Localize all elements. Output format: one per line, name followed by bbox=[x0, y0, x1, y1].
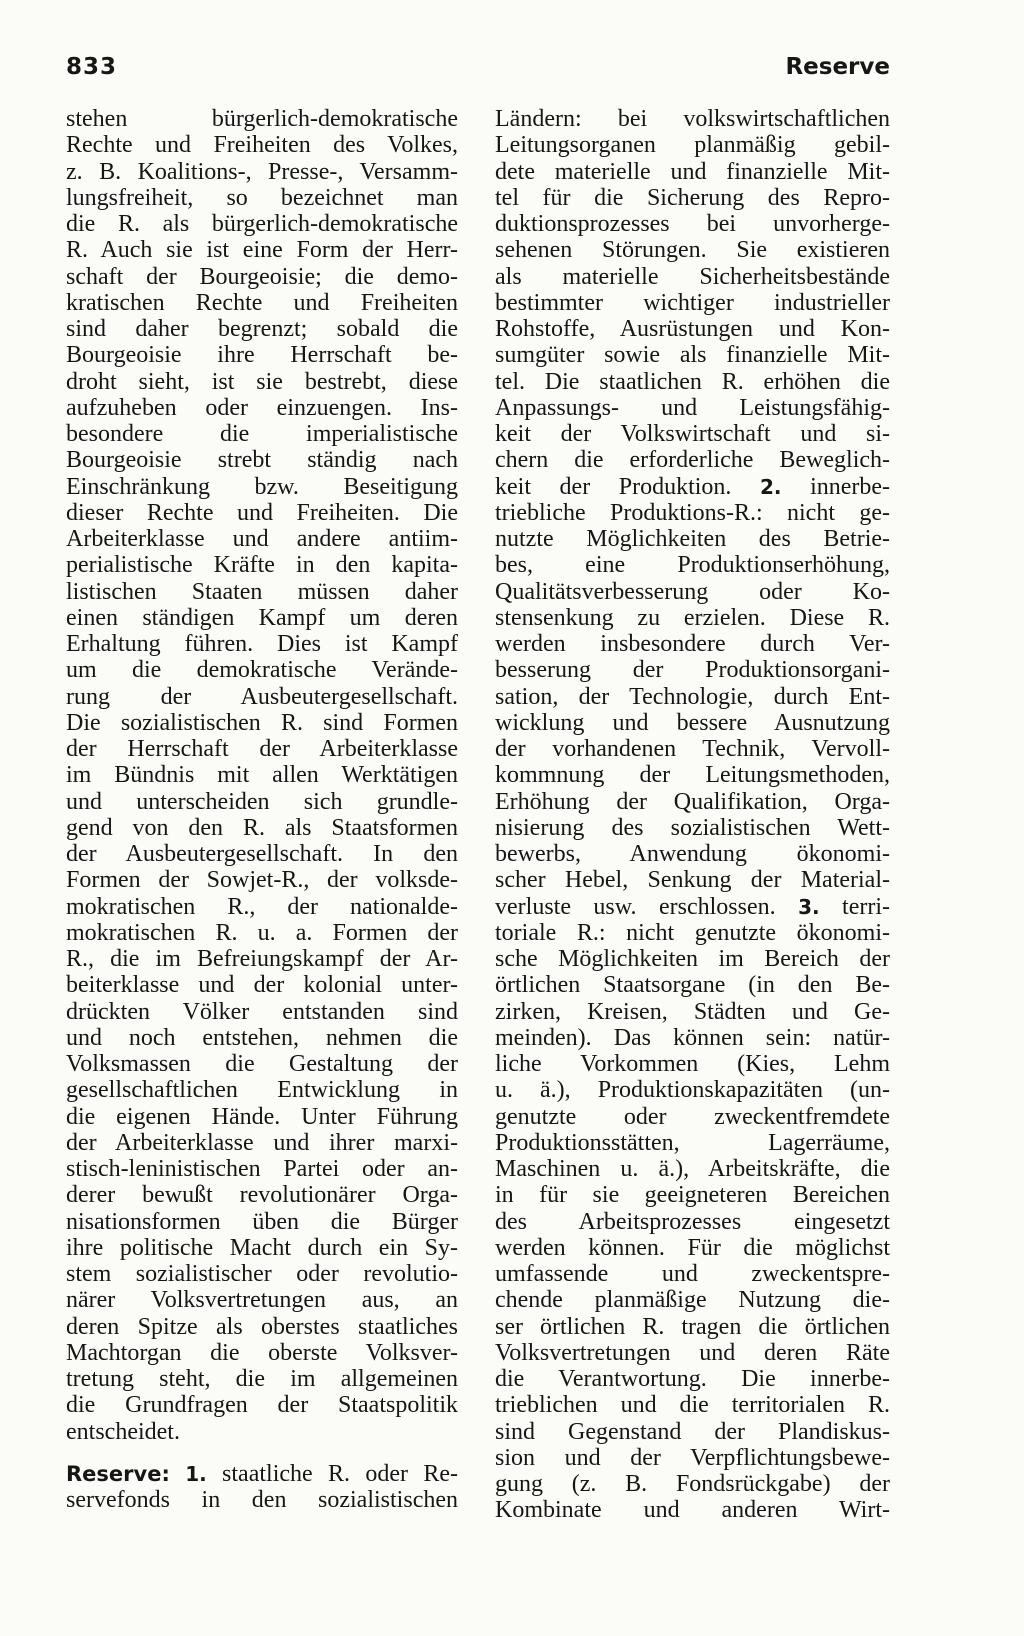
text-line: Die sozialistischen R. sind Formen bbox=[66, 709, 458, 736]
text-line: der Arbeiterklasse und ihrer marxi- bbox=[66, 1129, 458, 1156]
entry-first-line bbox=[66, 1461, 458, 1487]
text-line: R. Auch sie ist eine Form der Herr- bbox=[66, 237, 458, 264]
text-line: sumgüter sowie als finanzielle Mit- bbox=[495, 342, 890, 369]
text-line: ser örtlichen R. tragen die örtlichen bbox=[495, 1313, 890, 1340]
entry-point-number-2: 2. bbox=[759, 474, 782, 499]
text-line: nutzte Möglichkeiten des Betrie- bbox=[495, 526, 890, 552]
entry-headword: Reserve: bbox=[66, 1461, 170, 1486]
text-line: bewerbs, Anwendung ökonomi- bbox=[495, 841, 890, 867]
text-line: kratischen Rechte und Freiheiten bbox=[66, 289, 458, 316]
text-line: drückten Völker entstanden sind bbox=[66, 998, 458, 1025]
text-line: chende planmäßige Nutzung die- bbox=[495, 1287, 890, 1314]
text-line: Rohstoffe, Ausrüstungen und Kon- bbox=[495, 316, 890, 342]
text-line: keit der Volkswirtschaft und si- bbox=[495, 421, 890, 447]
entry-second-line: servefonds in den sozialistischen bbox=[66, 1487, 458, 1513]
text-line: Bourgeoisie ihre Herrschaft be- bbox=[66, 342, 458, 369]
text-line: bes, eine Produktionserhöhung, bbox=[495, 552, 890, 579]
text-line: stisch-leninistischen Partei oder an- bbox=[66, 1156, 458, 1182]
text-line: R., die im Befreiungskampf der Ar- bbox=[66, 946, 458, 972]
text-line: stensenkung zu erzielen. Diese R. bbox=[495, 604, 890, 631]
text-line: umfassende und zweckentspre- bbox=[495, 1261, 890, 1287]
text-line: u. ä.), Produktionskapazitäten (un- bbox=[495, 1077, 890, 1104]
text-line: genutzte oder zweckentfremdete bbox=[495, 1103, 890, 1130]
text-line: aufzuheben oder einzuengen. Ins- bbox=[66, 394, 458, 421]
text-line: stehen bürgerlich-demokratische bbox=[66, 106, 458, 132]
text-line: tel für die Sicherung des Repro- bbox=[495, 184, 890, 211]
text-line: werden insbesondere durch Ver- bbox=[495, 631, 890, 657]
text-line: tretung steht, die im allgemeinen bbox=[66, 1366, 458, 1392]
text-line: einen ständigen Kampf um deren bbox=[66, 604, 458, 631]
text-line: der vorhandenen Technik, Vervoll- bbox=[495, 736, 890, 762]
text-line: Kombinate und anderen Wirt- bbox=[495, 1497, 890, 1524]
text-line: die Verantwortung. Die innerbe- bbox=[495, 1366, 890, 1392]
text-line: Einschränkung bzw. Beseitigung bbox=[66, 473, 458, 500]
text-line: der Herrschaft der Arbeiterklasse bbox=[66, 736, 458, 762]
text-line: triebliche Produktions-R.: nicht ge- bbox=[495, 499, 890, 526]
text-line: Arbeiterklasse und andere antiim- bbox=[66, 526, 458, 552]
text-line: liche Vorkommen (Kies, Lehm bbox=[495, 1051, 890, 1077]
text-line: im Bündnis mit allen Werktätigen bbox=[66, 762, 458, 789]
left-column bbox=[66, 106, 458, 1513]
running-head: Reserve bbox=[785, 54, 890, 80]
text-line: nisationsformen üben die Bürger bbox=[66, 1208, 458, 1235]
text-line: sion und der Verpflichtungsbewe- bbox=[495, 1444, 890, 1471]
text-line: Rechte und Freiheiten des Volkes, bbox=[66, 132, 458, 159]
text-line: sehenen Störungen. Sie existieren bbox=[495, 237, 890, 264]
text-line: ihre politische Macht durch ein Sy- bbox=[66, 1234, 458, 1261]
text-line: des Arbeitsprozesses eingesetzt bbox=[495, 1208, 890, 1235]
text-line: tel. Die staatlichen R. erhöhen die bbox=[495, 368, 890, 395]
text-line: listischen Staaten müssen daher bbox=[66, 578, 458, 605]
text-line: sation, der Technologie, durch Ent- bbox=[495, 683, 890, 710]
text-line: mokratischen R., der nationalde- bbox=[66, 893, 458, 920]
text-line: dieser Rechte und Freiheiten. Die bbox=[66, 499, 458, 526]
entry-first-line-text: staatliche R. oder Re- bbox=[222, 1460, 458, 1487]
text-line: scher Hebel, Senkung der Material- bbox=[495, 867, 890, 894]
text-line: mokratischen R. u. a. Formen der bbox=[66, 919, 458, 946]
text-line: duktionsprozesses bei unvorherge- bbox=[495, 211, 890, 237]
point-2-lead-text: keit der Produktion. bbox=[495, 473, 732, 500]
text-line: schaft der Bourgeoisie; die demo- bbox=[66, 263, 458, 290]
text-line: Erhaltung führen. Dies ist Kampf bbox=[66, 631, 458, 657]
text-line: beiterklasse und der kolonial unter- bbox=[66, 972, 458, 999]
text-line: Anpassungs- und Leistungsfähig- bbox=[495, 394, 890, 421]
text-line: und unterscheiden sich grundle- bbox=[66, 788, 458, 815]
text-line: die R. als bürgerlich-demokratische bbox=[66, 211, 458, 237]
right-column bbox=[495, 106, 890, 1524]
point-2-line bbox=[495, 474, 890, 500]
right-column-part-3 bbox=[495, 920, 890, 1524]
text-line: der Ausbeutergesellschaft. In den bbox=[66, 841, 458, 867]
text-line: nisierung des sozialistischen Wett- bbox=[495, 814, 890, 841]
text-line: Bourgeoisie strebt ständig nach bbox=[66, 447, 458, 474]
point-3-rest-text: terri- bbox=[842, 893, 891, 920]
text-line: in für sie geeigneteren Bereichen bbox=[495, 1182, 890, 1209]
text-line: werden können. Für die möglichst bbox=[495, 1234, 890, 1261]
text-line: rung der Ausbeutergesellschaft. bbox=[66, 683, 458, 710]
text-line: bestimmter wichtiger industrieller bbox=[495, 289, 890, 316]
point-3-line bbox=[495, 894, 890, 920]
text-line: als materielle Sicherheitsbestände bbox=[495, 263, 890, 290]
entry-point-number-3: 3. bbox=[798, 894, 820, 919]
text-line: zirken, Kreisen, Städten und Ge- bbox=[495, 998, 890, 1025]
text-line: derer bewußt revolutionärer Orga- bbox=[66, 1182, 458, 1209]
point-3-lead-text: verluste usw. erschlossen. bbox=[495, 893, 776, 920]
text-line: Machtorgan die oberste Volksver- bbox=[66, 1339, 458, 1366]
text-line: besondere die imperialistische bbox=[66, 421, 458, 447]
text-line: deren Spitze als oberstes staatliches bbox=[66, 1313, 458, 1340]
point-2-rest-text: innerbe- bbox=[810, 473, 891, 500]
text-line: toriale R.: nicht genutzte ökonomi- bbox=[495, 919, 890, 946]
text-line: Volksmassen die Gestaltung der bbox=[66, 1051, 458, 1077]
text-line: Ländern: bei volkswirtschaftlichen bbox=[495, 106, 890, 132]
text-line: trieblichen und die territorialen R. bbox=[495, 1392, 890, 1419]
text-line: um die demokratische Verände- bbox=[66, 657, 458, 684]
text-line: entscheidet. bbox=[66, 1418, 180, 1445]
text-line: die eigenen Hände. Unter Führung bbox=[66, 1103, 458, 1130]
text-line: närer Volksvertretungen aus, an bbox=[66, 1287, 458, 1314]
text-line: und noch entstehen, nehmen die bbox=[66, 1024, 458, 1051]
text-line: sind daher begrenzt; sobald die bbox=[66, 316, 458, 342]
text-line: sind Gegenstand der Plandiskus- bbox=[495, 1418, 890, 1445]
text-line: z. B. Koalitions-, Presse-, Versamm- bbox=[66, 158, 458, 185]
text-line: wicklung und bessere Ausnutzung bbox=[495, 709, 890, 736]
text-line: Produktionsstätten, Lagerräume, bbox=[495, 1129, 890, 1156]
text-line: droht sieht, ist sie bestrebt, diese bbox=[66, 368, 458, 395]
text-line: Leitungsorganen planmäßig gebil- bbox=[495, 132, 890, 159]
text-line: Qualitätsverbesserung oder Ko- bbox=[495, 578, 890, 605]
text-line: dete materielle und finanzielle Mit- bbox=[495, 158, 890, 185]
text-line: kommnung der Leitungsmethoden, bbox=[495, 762, 890, 789]
text-line: gend von den R. als Staatsformen bbox=[66, 814, 458, 841]
page-number: 833 bbox=[66, 54, 118, 80]
text-line: meinden). Das können sein: natür- bbox=[495, 1024, 890, 1051]
text-line: perialistische Kräfte in den kapita- bbox=[66, 552, 458, 579]
entry-separator bbox=[66, 1445, 458, 1461]
left-column-body bbox=[66, 106, 458, 1445]
text-line: gesellschaftlichen Entwicklung in bbox=[66, 1077, 458, 1104]
right-column-part-1 bbox=[495, 106, 890, 474]
text-line: gung (z. B. Fondsrückgabe) der bbox=[495, 1471, 890, 1497]
text-line: Formen der Sowjet-R., der volksde- bbox=[66, 867, 458, 894]
text-line: chern die erforderliche Beweglich- bbox=[495, 447, 890, 474]
text-line: Maschinen u. ä.), Arbeitskräfte, die bbox=[495, 1156, 890, 1182]
text-line: lungsfreiheit, so bezeichnet man bbox=[66, 184, 458, 211]
text-line: örtlichen Staatsorgane (in den Be- bbox=[495, 972, 890, 999]
right-column-part-2 bbox=[495, 500, 890, 894]
entry-point-number-1: 1. bbox=[185, 1461, 207, 1486]
text-line: sche Möglichkeiten im Bereich der bbox=[495, 946, 890, 972]
text-line: Volksvertretungen und deren Räte bbox=[495, 1339, 890, 1366]
text-line: Erhöhung der Qualifikation, Orga- bbox=[495, 788, 890, 815]
text-line: stem sozialistischer oder revolutio- bbox=[66, 1261, 458, 1287]
text-line: die Grundfragen der Staatspolitik bbox=[66, 1392, 458, 1419]
text-line: besserung der Produktionsorgani- bbox=[495, 657, 890, 684]
